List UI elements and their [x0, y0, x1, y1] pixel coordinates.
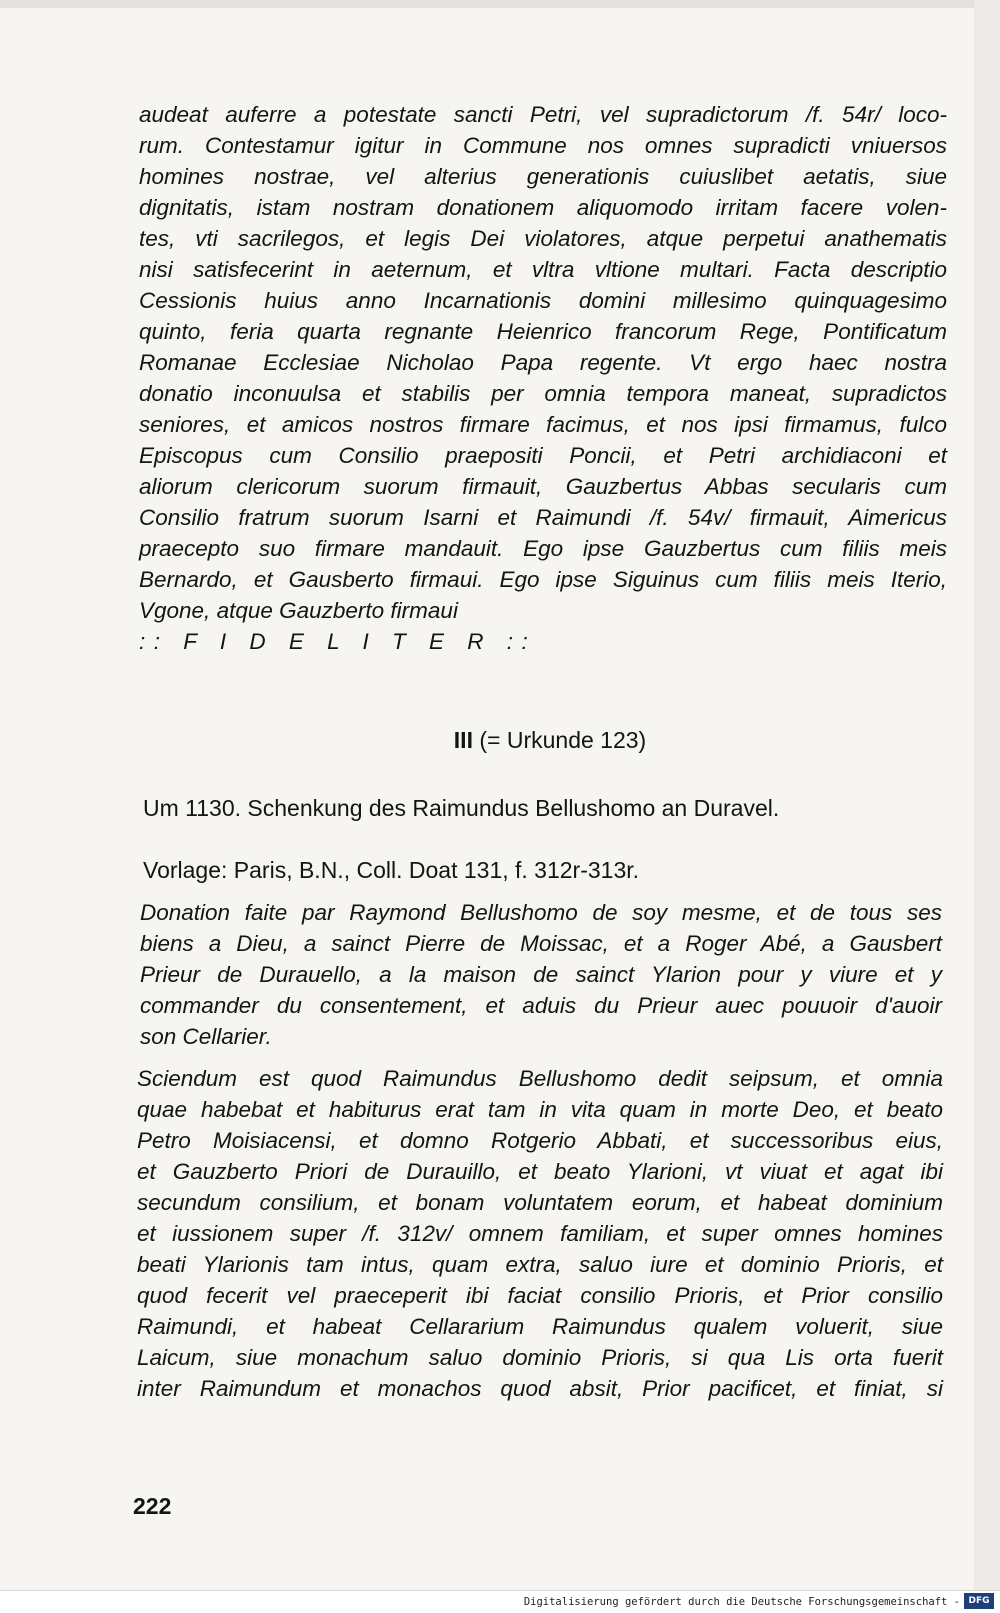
text-line: Prieur de Durauello, a la maison de sainct Ylarion pour y viure et y	[140, 962, 942, 987]
text-line: aliorum clericorum suorum firmauit, Gauzbertus Abbas secularis cum	[139, 474, 947, 499]
text-line: rum. Contestamur igitur in Commune nos omnes supradicti vniuersos	[139, 133, 947, 158]
dfg-logo: DFG	[964, 1593, 994, 1609]
fideliter-line: :: F I D E L I T E R ::	[139, 629, 537, 654]
text-line: donatio inconuulsa et stabilis per omnia tempora maneat, supradictos	[139, 381, 947, 406]
text-line: secundum consilium, et bonam voluntatem eorum, et habeat dominium	[137, 1190, 943, 1215]
text-line: et iussionem super /f. 312v/ omnem familiam, et super omnes homines	[137, 1221, 943, 1246]
text-line: Raimundi, et habeat Cellararium Raimundus qualem voluerit, siue	[137, 1314, 943, 1339]
document-summary: Um 1130. Schenkung des Raimundus Bellushomo an Duravel.	[143, 795, 780, 821]
text-line: inter Raimundum et monachos quod absit, Prior pacificet, et finiat, si	[137, 1376, 943, 1401]
heading-numeral: III	[453, 727, 473, 753]
text-line: et Gauzberto Priori de Durauillo, et beato Ylarioni, vt viuat et agat ibi	[137, 1159, 943, 1184]
text-line: commander du consentement, et aduis du Prieur auec pouuoir d'auoir	[140, 993, 942, 1018]
text-line: praecepto suo firmare mandauit. Ego ipse Gauzbertus cum filiis meis	[139, 536, 947, 561]
heading-reference: (= Urkunde 123)	[472, 727, 647, 753]
footer-credit: Digitalisierung gefördert durch die Deutsche Forschungsgemeinschaft -	[523, 1596, 960, 1608]
text-line: beati Ylarionis tam intus, quam extra, saluo iure et dominio Prioris, et	[137, 1252, 943, 1277]
text-line: Laicum, siue monachum saluo dominio Prioris, si qua Lis orta fuerit	[137, 1345, 943, 1370]
text-line: Bernardo, et Gausberto firmaui. Ego ipse Siguinus cum filiis meis Iterio,	[139, 567, 947, 592]
latin-text-block-2	[137, 1063, 943, 1404]
text-line: seniores, et amicos nostros firmare facimus, et nos ipsi firmamus, fulco	[139, 412, 947, 437]
digitization-footer	[0, 1590, 1000, 1613]
latin-text-block-1	[139, 99, 947, 657]
text-line: Sciendum est quod Raimundus Bellushomo dedit seipsum, et omnia	[137, 1066, 943, 1091]
page-number: 222	[133, 1493, 172, 1519]
text-line: Petro Moisiacensi, et domno Rotgerio Abbati, et successoribus eius,	[137, 1128, 943, 1153]
french-note-block	[140, 897, 942, 1052]
text-line: nisi satisfecerint in aeternum, et vltra vltione multari. Facta descriptio	[139, 257, 947, 282]
text-line: Episcopus cum Consilio praepositi Poncii, et Petri archidiaconi et	[139, 443, 947, 468]
text-line: Vgone, atque Gauzberto firmaui	[139, 598, 458, 623]
text-line: Donation faite par Raymond Bellushomo de soy mesme, et de tous ses	[140, 900, 942, 925]
text-line: Cessionis huius anno Incarnationis domini millesimo quinquagesimo	[139, 288, 947, 313]
scan-edge-top	[0, 0, 1000, 8]
text-line: Consilio fratrum suorum Isarni et Raimundi /f. 54v/ firmauit, Aimericus	[139, 505, 947, 530]
scan-edge-right	[974, 0, 1000, 1590]
text-line: son Cellarier.	[140, 1024, 272, 1049]
text-line: quinto, feria quarta regnante Heienrico francorum Rege, Pontificatum	[139, 319, 947, 344]
text-line: audeat auferre a potestate sancti Petri, vel supradictorum /f. 54r/ loco-	[139, 102, 947, 127]
text-line: biens a Dieu, a sainct Pierre de Moissac, et a Roger Abé, a Gausbert	[140, 931, 942, 956]
text-line: quod fecerit vel praeceperit ibi faciat consilio Prioris, et Prior consilio	[137, 1283, 943, 1308]
text-line: homines nostrae, vel alterius generationis cuiuslibet aetatis, siue	[139, 164, 947, 189]
text-line: dignitatis, istam nostram donationem aliquomodo irritam facere volen-	[139, 195, 947, 220]
document-source: Vorlage: Paris, B.N., Coll. Doat 131, f. 312r-313r.	[143, 857, 640, 883]
text-line: quae habebat et habiturus erat tam in vita quam in morte Deo, et beato	[137, 1097, 943, 1122]
document-heading	[0, 725, 1000, 755]
text-line: tes, vti sacrilegos, et legis Dei violatores, atque perpetui anathematis	[139, 226, 947, 251]
text-line: Romanae Ecclesiae Nicholao Papa regente. Vt ergo haec nostra	[139, 350, 947, 375]
